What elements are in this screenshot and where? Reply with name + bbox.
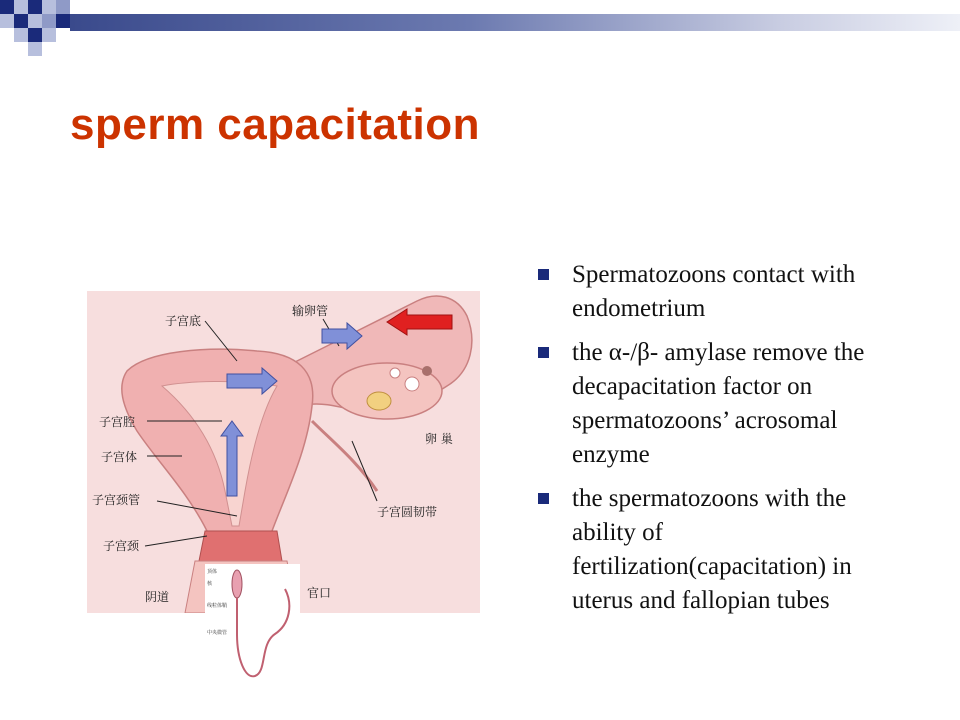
decor-square [0, 0, 14, 14]
label-ovary: 卵 巢 [425, 432, 453, 446]
bullet-item [538, 482, 908, 618]
bullet-item [538, 336, 908, 472]
sperm-head-shape [232, 570, 242, 598]
follicle-shape [367, 392, 391, 410]
square-bullet-icon [538, 493, 549, 504]
square-bullet-icon [538, 269, 549, 280]
bullet-text: the α-/β- amylase remove the decapacitation factor on spermatozoons’ acrosomal enzyme [572, 339, 865, 468]
decor-square [28, 14, 42, 28]
follicle-shape [405, 377, 419, 391]
sperm-tail-shape [237, 589, 289, 676]
decor-square [42, 0, 56, 14]
decor-square [56, 0, 70, 14]
decor-square [42, 28, 56, 42]
decor-square [14, 0, 28, 14]
decor-square [42, 14, 56, 28]
header-bar [70, 14, 960, 31]
leader-line [352, 441, 377, 501]
label-body: 子宫体 [101, 450, 138, 464]
bullet-text: Spermatozoons contact with endometrium [572, 261, 856, 322]
decor-square [28, 42, 42, 56]
label-vagina: 阴道 [145, 590, 170, 604]
decor-square [28, 28, 42, 42]
slide-title: sperm capacitation [70, 100, 481, 149]
label-cervix: 子宫颈 [103, 539, 140, 553]
decor-square [14, 28, 28, 42]
decor-square [28, 0, 42, 14]
follicle-shape [390, 368, 400, 378]
bullet-item [538, 258, 908, 326]
label-oviduct: 输卵管 [292, 304, 329, 318]
sperm-label: 线粒体鞘 [207, 603, 228, 609]
bullet-list [538, 258, 908, 628]
label-os: 官口 [307, 586, 332, 600]
sperm-label: 顶体 [207, 569, 218, 575]
label-cavity: 子宫腔 [99, 415, 136, 429]
bullet-text: the spermatozoons with the ability of fertilization(capacitation) in uterus and fallopian tubes [572, 485, 852, 614]
label-round-ligament: 子宫圆韧带 [377, 505, 438, 519]
sperm-label: 中央微管 [207, 630, 228, 636]
cervix-shape [199, 531, 282, 561]
sperm-label: 核 [207, 581, 213, 587]
label-cervical-canal: 子宫颈管 [92, 493, 141, 507]
decor-square [56, 14, 70, 28]
square-bullet-icon [538, 347, 549, 358]
decor-square [0, 14, 14, 28]
round-ligament-shape [312, 421, 377, 491]
sperm-illustration [205, 564, 300, 686]
decor-square [14, 14, 28, 28]
label-fundus: 子宫底 [165, 314, 202, 328]
leader-line [145, 536, 207, 546]
follicle-shape [422, 366, 432, 376]
sperm-inset [205, 564, 300, 686]
